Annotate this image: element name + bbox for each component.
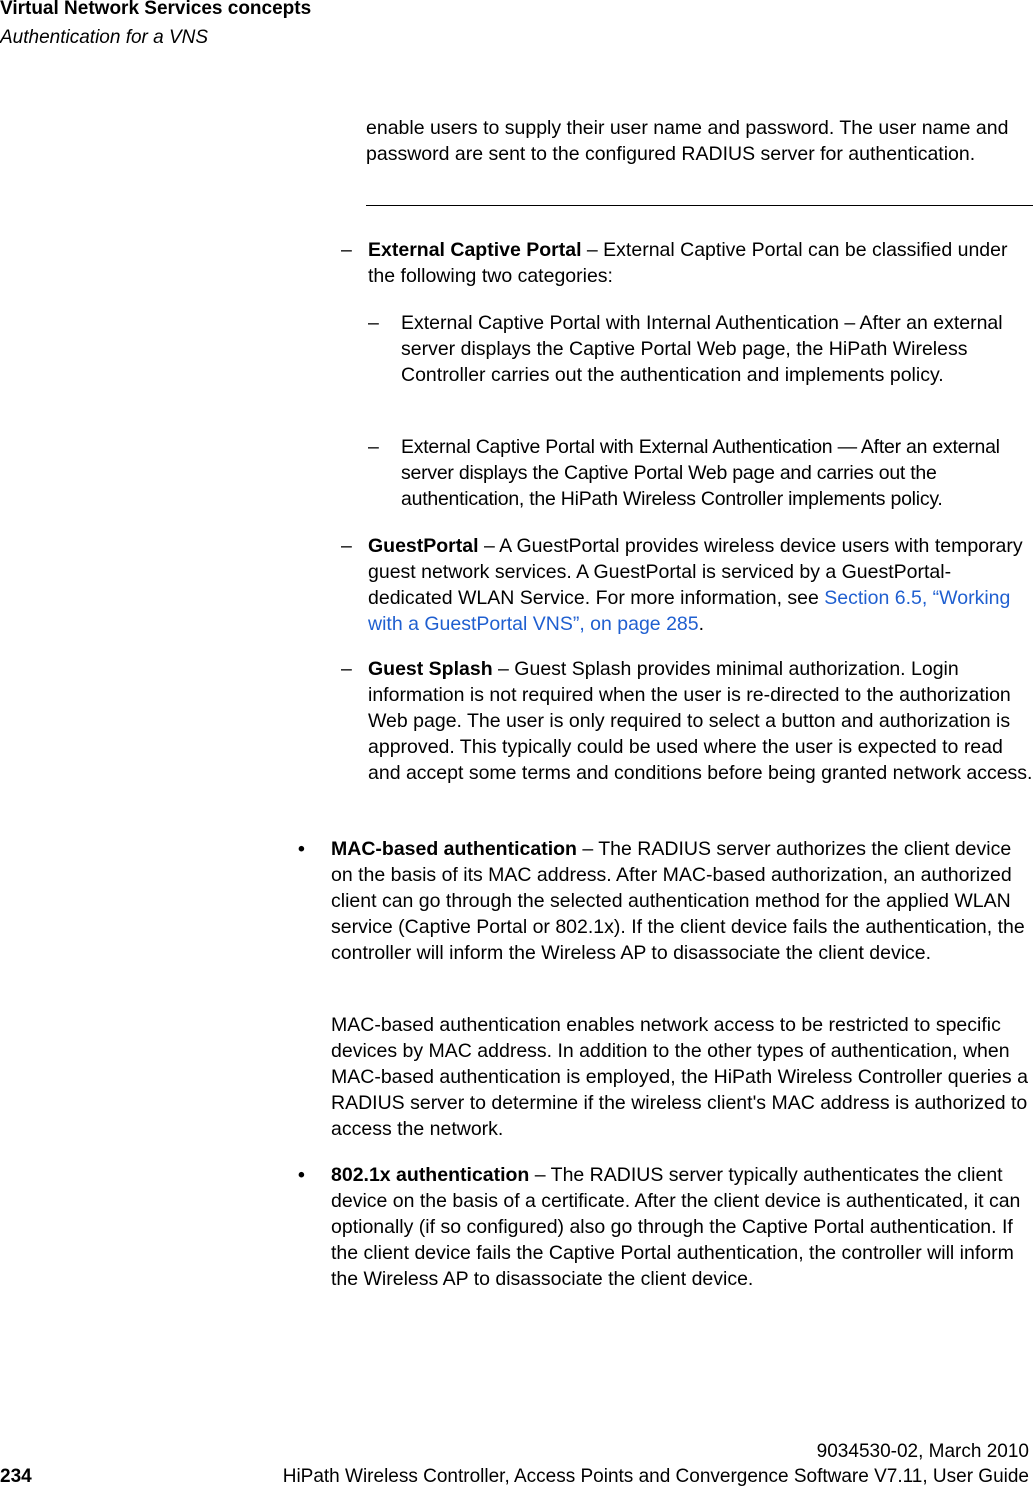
- bullet-marker: •: [298, 1164, 305, 1186]
- term-802-1x-authentication: 802.1x authentication: [331, 1164, 530, 1186]
- section-6-5-link[interactable]: Section 6.5, “Working with a GuestPortal VNS”, on page 285: [368, 587, 1011, 635]
- section-divider: [366, 205, 1033, 206]
- dash-marker: –: [341, 239, 352, 261]
- dash-marker: –: [341, 658, 352, 680]
- footer-guide-title: HiPath Wireless Controller, Access Points and Convergence Software V7.11, User Guide: [282, 1466, 1029, 1487]
- dash-marker: –: [368, 436, 379, 458]
- external-captive-portal-item: [368, 237, 1033, 289]
- footer-page-number: 234: [0, 1466, 32, 1487]
- item-text: – External Captive Portal can be classified under the following two categories:: [368, 239, 1008, 287]
- term-mac-based-authentication: MAC-based authentication: [331, 838, 577, 860]
- running-header-subtitle: Authentication for a VNS: [0, 27, 209, 48]
- running-header-title: Virtual Network Services concepts: [0, 0, 312, 19]
- dash-marker: –: [341, 535, 352, 557]
- guest-splash-item: [368, 656, 1033, 786]
- footer-doc-id: 9034530-02, March 2010: [816, 1441, 1029, 1462]
- guestportal-item: [368, 533, 1033, 637]
- ecp-external-auth-item: External Captive Portal with External Authentication — After an external server displays the Captive Portal Web page and carries out the authentication, the HiPath Wireless Controller implements policy.: [401, 436, 1000, 510]
- mac-auth-paragraph: MAC-based authentication enables network access to be restricted to specific devices by MAC address. In addition to the other types of authentication, when MAC-based authentication is employed, the HiPath Wireless Controller queries a RADIUS server to determine if the wireless client's MAC address is authorized to access the network.: [331, 1014, 1028, 1140]
- item-text-end: .: [698, 613, 705, 635]
- dot1x-auth-item: [331, 1162, 1033, 1292]
- term-external-captive-portal: External Captive Portal: [368, 239, 582, 261]
- ecp-internal-auth-item: External Captive Portal with Internal Authentication – After an external server displays the Captive Portal Web page, the HiPath Wireless Controller carries out the authentication and implements policy.: [401, 312, 1003, 386]
- term-guest-splash: Guest Splash: [368, 658, 493, 680]
- item-text: – The RADIUS server typically authenticates the client device on the basis of a certificate. After the client device is authenticated, it can optionally (if so configured) also go through the Captive Portal authentication. If the client device fails the Captive Portal authentication, the controller will inform the Wireless AP to disassociate the client device.: [331, 1164, 1021, 1290]
- term-guestportal: GuestPortal: [368, 535, 479, 557]
- intro-paragraph: enable users to supply their user name and password. The user name and password are sent to the configured RADIUS server for authentication.: [366, 117, 1009, 165]
- dash-marker: –: [368, 312, 379, 334]
- bullet-marker: •: [298, 838, 305, 860]
- item-text: – The RADIUS server authorizes the client device on the basis of its MAC address. After MAC-based authorization, an authorized client can go through the selected authentication method for the applied WLAN service (Captive Portal or 802.1x). If the client device fails the authentication, the controller will inform the Wireless AP to disassociate the client device.: [331, 838, 1025, 964]
- mac-auth-item: [331, 836, 1033, 966]
- item-text: – A GuestPortal provides wireless device users with temporary guest network services. A GuestPortal is serviced by a GuestPortal-dedicated WLAN Service. For more information, see: [368, 535, 1023, 609]
- item-text: – Guest Splash provides minimal authorization. Login information is not required when the user is re-directed to the authorization Web page. The user is only required to select a button and authorization is approved. This typically could be used where the user is expected to read and accept some terms and conditions before being granted network access.: [368, 658, 1033, 784]
